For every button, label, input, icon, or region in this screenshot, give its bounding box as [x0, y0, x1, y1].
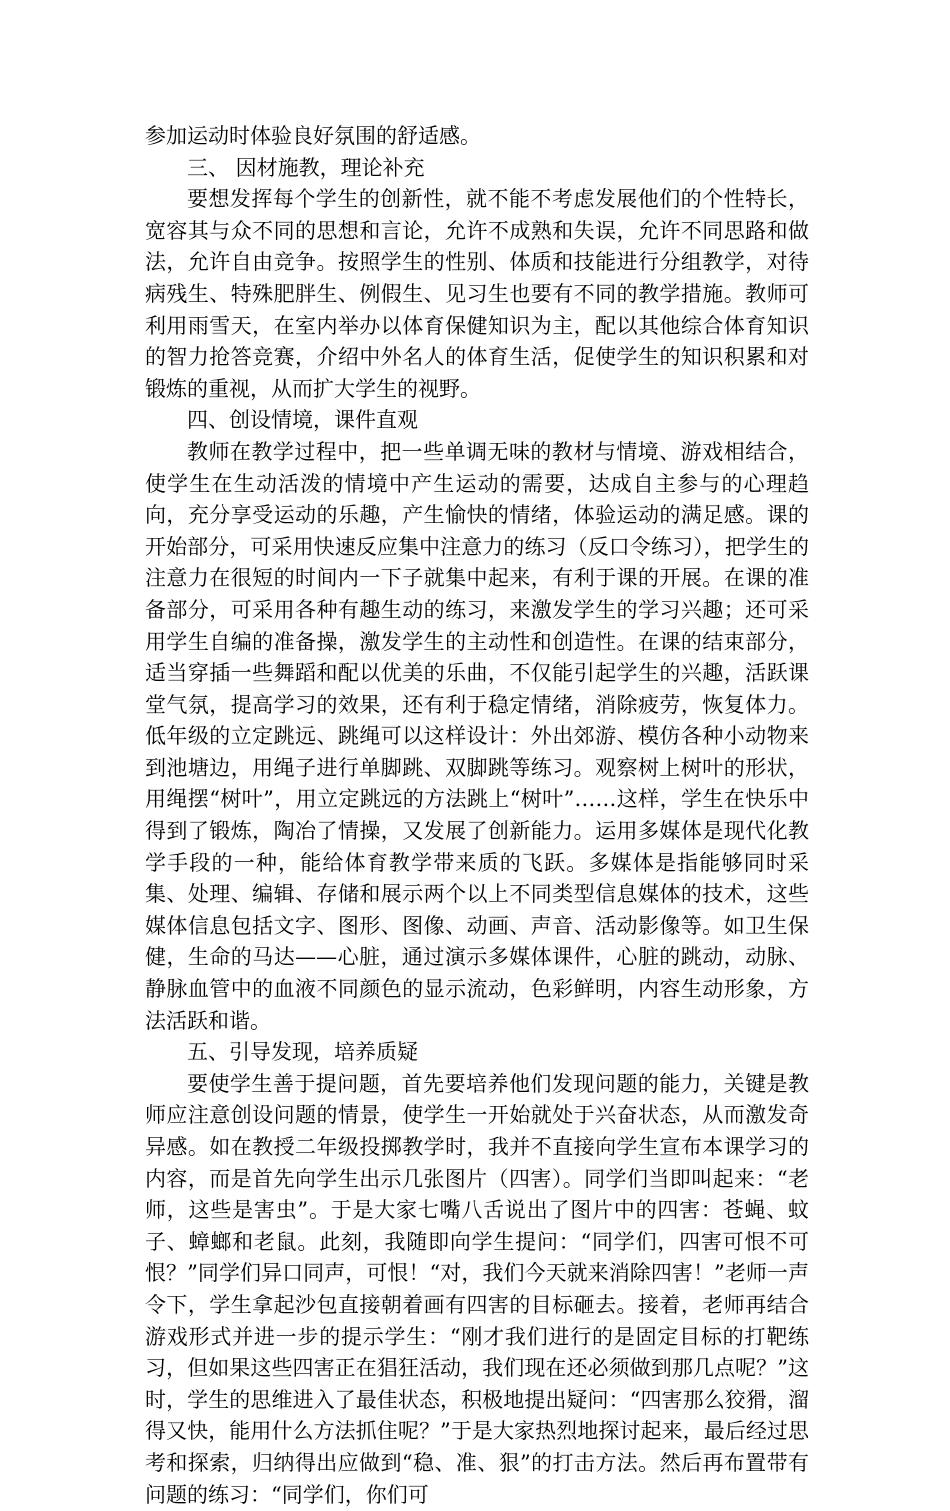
paragraph-section-3: 要想发挥每个学生的创新性，就不能不考虑发展他们的个性特长，宽容其与众不同的思想和言论，允许不成熟和失误，允许不同思路和做法，允许自由竞争。按照学生的性别、体质和技能进行分组教学，对待病残生、特殊肥胖生、例假生、见习生也要有不同的教学措施。教师可利用雨雪天，在室内举办以体育保健知识为主，配以其他综合体育知识的智力抢答竞赛，介绍中外名人的体育生活，促使学生的知识积累和对锻炼的重视，从而扩大学生的视野。	[145, 187, 809, 401]
section-heading-5: 五、引导发现，培养质疑	[187, 1040, 418, 1065]
document-body	[145, 121, 809, 1511]
paragraph-section-5: 要使学生善于提问题，首先要培养他们发现问题的能力，关键是教师应注意创设问题的情景，使学生一开始就处于兴奋状态，从而激发奇异感。如在教授二年级投掷教学时，我并不直接向学生宣布本课学习的内容，而是首先向学生出示几张图片（四害）。同学们当即叫起来：“老师，这些是害虫”。于是大家七嘴八舌说出了图片中的四害：苍蝇、蚊子、蟑螂和老鼠。此刻，我随即向学生提问：“同学们，四害可恨不可恨？”同学们异口同声，可恨！“对，我们今天就来消除四害！”老师一声令下，学生拿起沙包直接朝着画有四害的目标砸去。接着，老师再结合游戏形式并进一步的提示学生：“刚才我们进行的是固定目标的打靶练习，但如果这些四害正在猖狂活动，我们现在还必须做到那几点呢？”这时，学生的思维进入了最佳状态，积极地提出疑问：“四害那么狡猾，溜得又快，能用什么方法抓住呢？”于是大家热烈地探讨起来，最后经过思考和探索，归纳得出应做到“稳、准、狠”的打击方法。然后再布置带有问题的练习：“同学们，你们可	[145, 1071, 809, 1507]
paragraph-continuation: 参加运动时体验良好氛围的舒适感。	[145, 124, 481, 148]
section-heading-3: 三、 因材施教，理论补充	[187, 155, 425, 180]
paragraph-section-4: 教师在教学过程中，把一些单调无味的教材与情境、游戏相结合，使学生在生动活泼的情境中产生运动的需要，达成自主参与的心理趋向，充分享受运动的乐趣，产生愉快的情绪，体验运动的满足感。课的开始部分，可采用快速反应集中注意力的练习（反口令练习），把学生的注意力在很短的时间内一下子就集中起来，有利于课的开展。在课的准备部分，可采用各种有趣生动的练习，来激发学生的学习兴趣；还可采用学生自编的准备操，激发学生的主动性和创造性。在课的结束部分，适当穿插一些舞蹈和配以优美的乐曲，不仅能引起学生的兴趣，活跃课堂气氛，提高学习的效果，还有利于稳定情绪，消除疲劳，恢复体力。低年级的立定跳远、跳绳可以这样设计：外出郊游、模仿各种小动物来到池塘边，用绳子进行单脚跳、双脚跳等练习。观察树上树叶的形状，用绳摆“树叶”，用立定跳远的方法跳上“树叶”……这样，学生在快乐中得到了锻炼，陶冶了情操，又发展了创新能力。运用多媒体是现代化教学手段的一种，能给体育教学带来质的飞跃。多媒体是指能够同时采集、处理、编辑、存储和展示两个以上不同类型信息媒体的技术，这些媒体信息包括文字、图形、图像、动画、声音、活动影像等。如卫生保健，生命的马达——心脏，通过演示多媒体课件，心脏的跳动，动脉、静脉血管中的血液不同颜色的显示流动，色彩鲜明，内容生动形象，方法活跃和谐。	[145, 439, 809, 1033]
section-heading-4: 四、创设情境，课件直观	[187, 408, 418, 433]
